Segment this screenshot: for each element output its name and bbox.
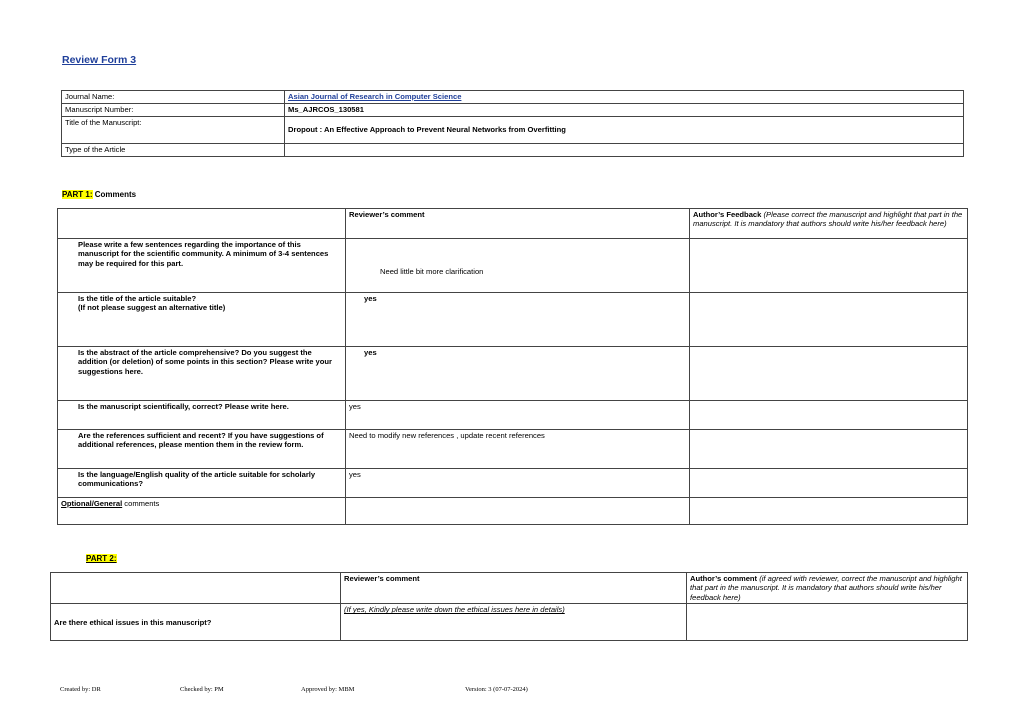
table-row [58, 347, 968, 401]
part2-ethics-table [50, 572, 968, 641]
author-comment-header: Author’s comment (if agreed with reviewer, correct the manuscript and highlight that part in the manuscript. It is mandatory that authors should write his/her feedback here) [687, 573, 968, 604]
info-label: Type of the Article [62, 144, 285, 157]
table-row [58, 430, 968, 469]
part1-label-rest: Comments [92, 190, 137, 199]
table-row [51, 604, 968, 641]
question-references: Are the references sufficient and recent? If you have suggestions of additional references, please mention them in the review form. [58, 430, 346, 469]
table-row [58, 239, 968, 293]
info-row-journal [62, 91, 964, 104]
info-label: Journal Name: [62, 91, 285, 104]
table-row [58, 469, 968, 498]
part1-comments-table [57, 208, 968, 525]
footer-version: Version: 3 (07-07-2024) [465, 686, 528, 693]
question-title-suitable: Is the title of the article suitable? (If not please suggest an alternative title) [58, 293, 346, 347]
part1-header-row [58, 209, 968, 239]
author-feedback-field[interactable] [690, 469, 968, 498]
reviewer-comment-field[interactable]: yes [346, 469, 690, 498]
info-label: Manuscript Number: [62, 104, 285, 117]
footer-created: Created by: DR [60, 686, 101, 693]
author-feedback-field[interactable] [690, 239, 968, 293]
reviewer-comment-field[interactable]: yes [346, 293, 690, 347]
reviewer-comment-field[interactable]: yes [346, 401, 690, 430]
question-abstract: Is the abstract of the article comprehensive? Do you suggest the addition (or deletion) of some points in this section? Please write your suggestions here. [58, 347, 346, 401]
journal-link[interactable]: Asian Journal of Research in Computer Science [288, 92, 462, 101]
reviewer-comment-field[interactable]: yes [346, 347, 690, 401]
table-row [58, 293, 968, 347]
optional-general-label: Optional/General comments [58, 498, 346, 525]
reviewer-comment-field[interactable]: Need little bit more clarification [346, 239, 690, 293]
footer-checked: Checked by: PM [180, 686, 224, 693]
info-row-title [62, 117, 964, 144]
reviewer-comment-header: Reviewer’s comment [341, 573, 687, 604]
question-scientific: Is the manuscript scientifically, correct? Please write here. [58, 401, 346, 430]
part2-highlight: PART 2: [86, 554, 117, 563]
part2-header-row [51, 573, 968, 604]
author-feedback-field[interactable] [690, 498, 968, 525]
manuscript-info-table [61, 90, 964, 157]
author-comment-field[interactable] [687, 604, 968, 641]
info-row-type [62, 144, 964, 157]
author-feedback-field[interactable] [690, 430, 968, 469]
question-importance: Please write a few sentences regarding the importance of this manuscript for the scientific community. A minimum of 3-4 sentences may be required for this part. [58, 239, 346, 293]
part2-label [86, 554, 117, 563]
author-feedback-field[interactable] [690, 293, 968, 347]
reviewer-comment-field[interactable] [346, 498, 690, 525]
table-row-optional [58, 498, 968, 525]
question-language: Is the language/English quality of the article suitable for scholarly communications? [58, 469, 346, 498]
manuscript-title: Dropout : An Effective Approach to Prevent Neural Networks from Overfitting [285, 117, 964, 144]
part1-label [62, 190, 136, 199]
footer-approved: Approved by: MBM [301, 686, 355, 693]
author-feedback-field[interactable] [690, 401, 968, 430]
question-ethical: Are there ethical issues in this manuscript? [51, 604, 341, 641]
part1-highlight: PART 1: [62, 190, 93, 199]
reviewer-comment-header: Reviewer’s comment [346, 209, 690, 239]
table-row [58, 401, 968, 430]
info-label: Title of the Manuscript: [62, 117, 285, 144]
article-type [285, 144, 964, 157]
author-feedback-field[interactable] [690, 347, 968, 401]
form-title: Review Form 3 [62, 54, 137, 66]
manuscript-number: Ms_AJRCOS_130581 [285, 104, 964, 117]
ethical-comment-field[interactable]: (If yes, Kindly please write down the ethical issues here in details) [341, 604, 687, 641]
reviewer-comment-field[interactable]: Need to modify new references , update recent references [346, 430, 690, 469]
info-row-manuscript-number [62, 104, 964, 117]
author-feedback-header: Author’s Feedback (Please correct the manuscript and highlight that part in the manuscript. It is mandatory that authors should write his/her feedback here) [690, 209, 968, 239]
